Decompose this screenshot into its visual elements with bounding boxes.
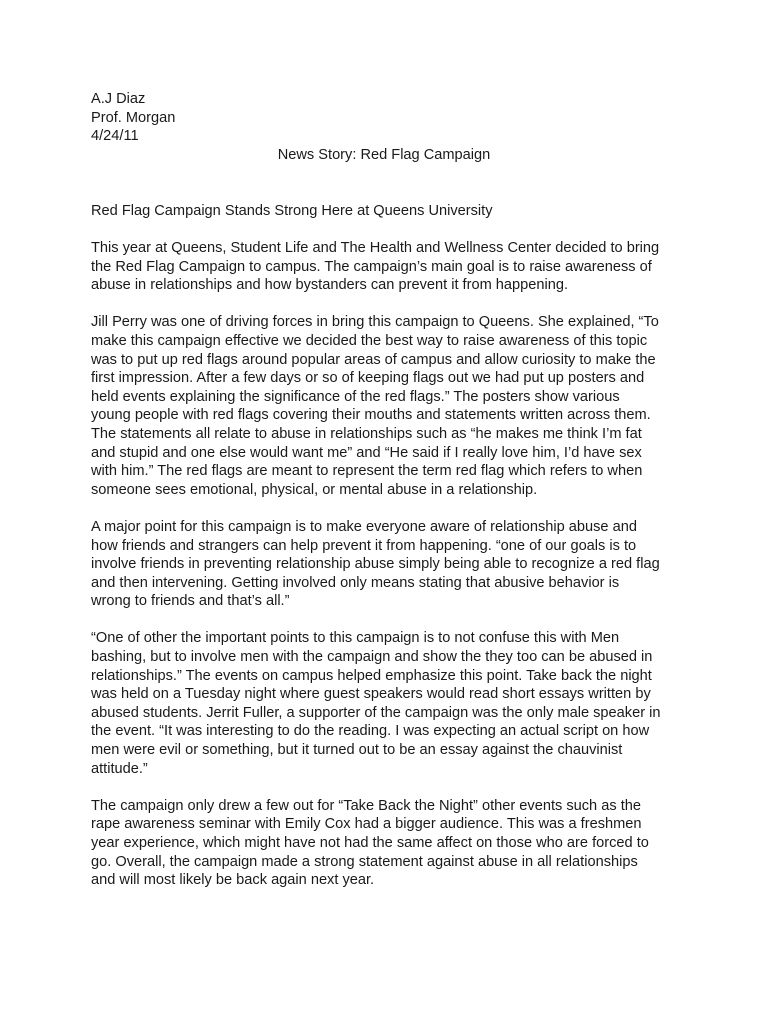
- text-line: and stupid and one else would want me” and “He said if I really love him, I’d have sex: [91, 444, 642, 461]
- text-line: with him.” The red flags are meant to represent the term red flag which refers to when: [91, 463, 643, 480]
- paragraph-1: [91, 239, 691, 295]
- text-line: and then intervening. Getting involved only means stating that abusive behavior is: [91, 574, 620, 591]
- text-line: abuse in relationships and how bystanders can prevent it from happening.: [91, 277, 569, 294]
- text-line: and will most likely be back again next year.: [91, 872, 375, 889]
- text-line: Jill Perry was one of driving forces in bring this campaign to Queens. She explained, “To: [91, 314, 659, 331]
- professor-name: Prof. Morgan: [91, 109, 176, 126]
- document-title: News Story: Red Flag Campaign: [277, 147, 491, 163]
- paragraph-2: [91, 313, 691, 499]
- document-date: 4/24/11: [91, 128, 139, 145]
- author-name: A.J Diaz: [91, 91, 146, 107]
- story-body: [91, 239, 691, 908]
- text-line: wrong to friends and that’s all.”: [91, 593, 290, 610]
- paragraph-5: [91, 797, 691, 890]
- text-line: This year at Queens, Student Life and The Health and Wellness Center decided to bring: [91, 240, 660, 256]
- text-line: young people with red flags covering their mouths and statements written across them.: [91, 407, 651, 424]
- text-line: make this campaign effective we decided the best way to raise awareness of this topic: [91, 332, 648, 349]
- document-header: [91, 90, 691, 146]
- text-line: relationships.” The events on campus helped emphasize this point. Take back the night: [91, 667, 652, 684]
- text-line: rape awareness seminar with Emily Cox had a bigger audience. This was a freshmen: [91, 816, 642, 833]
- text-line: attitude.”: [91, 760, 148, 777]
- text-line: the event. “It was interesting to do the reading. I was expecting an actual script on how: [91, 723, 650, 740]
- text-line: go. Overall, the campaign made a strong statement against abuse in all relationships: [91, 853, 638, 870]
- paragraph-3: [91, 518, 691, 611]
- text-line: men were evil or something, but it turned out to be an essay against the chauvinist: [91, 742, 623, 759]
- text-line: someone sees emotional, physical, or mental abuse in a relationship.: [91, 481, 538, 498]
- text-line: first impression. After a few days or so of keeping flags out we had put up posters and: [91, 370, 645, 387]
- story-headline: Red Flag Campaign Stands Strong Here at Queens University: [91, 203, 493, 219]
- text-line: how friends and strangers can help prevent it from happening. “one of our goals is to: [91, 537, 637, 554]
- text-line: The campaign only drew a few out for “Take Back the Night” other events such as the: [91, 797, 641, 814]
- text-line: was to put up red flags around popular areas of campus and allow curiosity to make the: [91, 351, 656, 368]
- text-line: year experience, which might have not had the same affect on those who are forced to: [91, 835, 649, 851]
- paragraph-4: [91, 629, 691, 778]
- text-line: The statements all relate to abuse in relationships such as “he makes me think I’m fat: [91, 425, 642, 442]
- text-line: the Red Flag Campaign to campus. The campaign’s main goal is to raise awareness of: [91, 258, 652, 275]
- text-line: bashing, but to involve men with the campaign and show the they too can be abused in: [91, 649, 653, 666]
- text-line: involve friends in preventing relationship abuse simply being able to recognize a red flag: [91, 556, 660, 573]
- text-line: “One of other the important points to this campaign is to not confuse this with Men: [91, 630, 620, 647]
- text-line: was held on a Tuesday night where guest speakers would read short essays written by: [91, 686, 651, 703]
- text-line: abused students. Jerrit Fuller, a supporter of the campaign was the only male speaker in: [91, 704, 661, 721]
- text-line: A major point for this campaign is to make everyone aware of relationship abuse and: [91, 518, 637, 535]
- text-line: held events explaining the significance of the red flags.” The posters show various: [91, 388, 620, 405]
